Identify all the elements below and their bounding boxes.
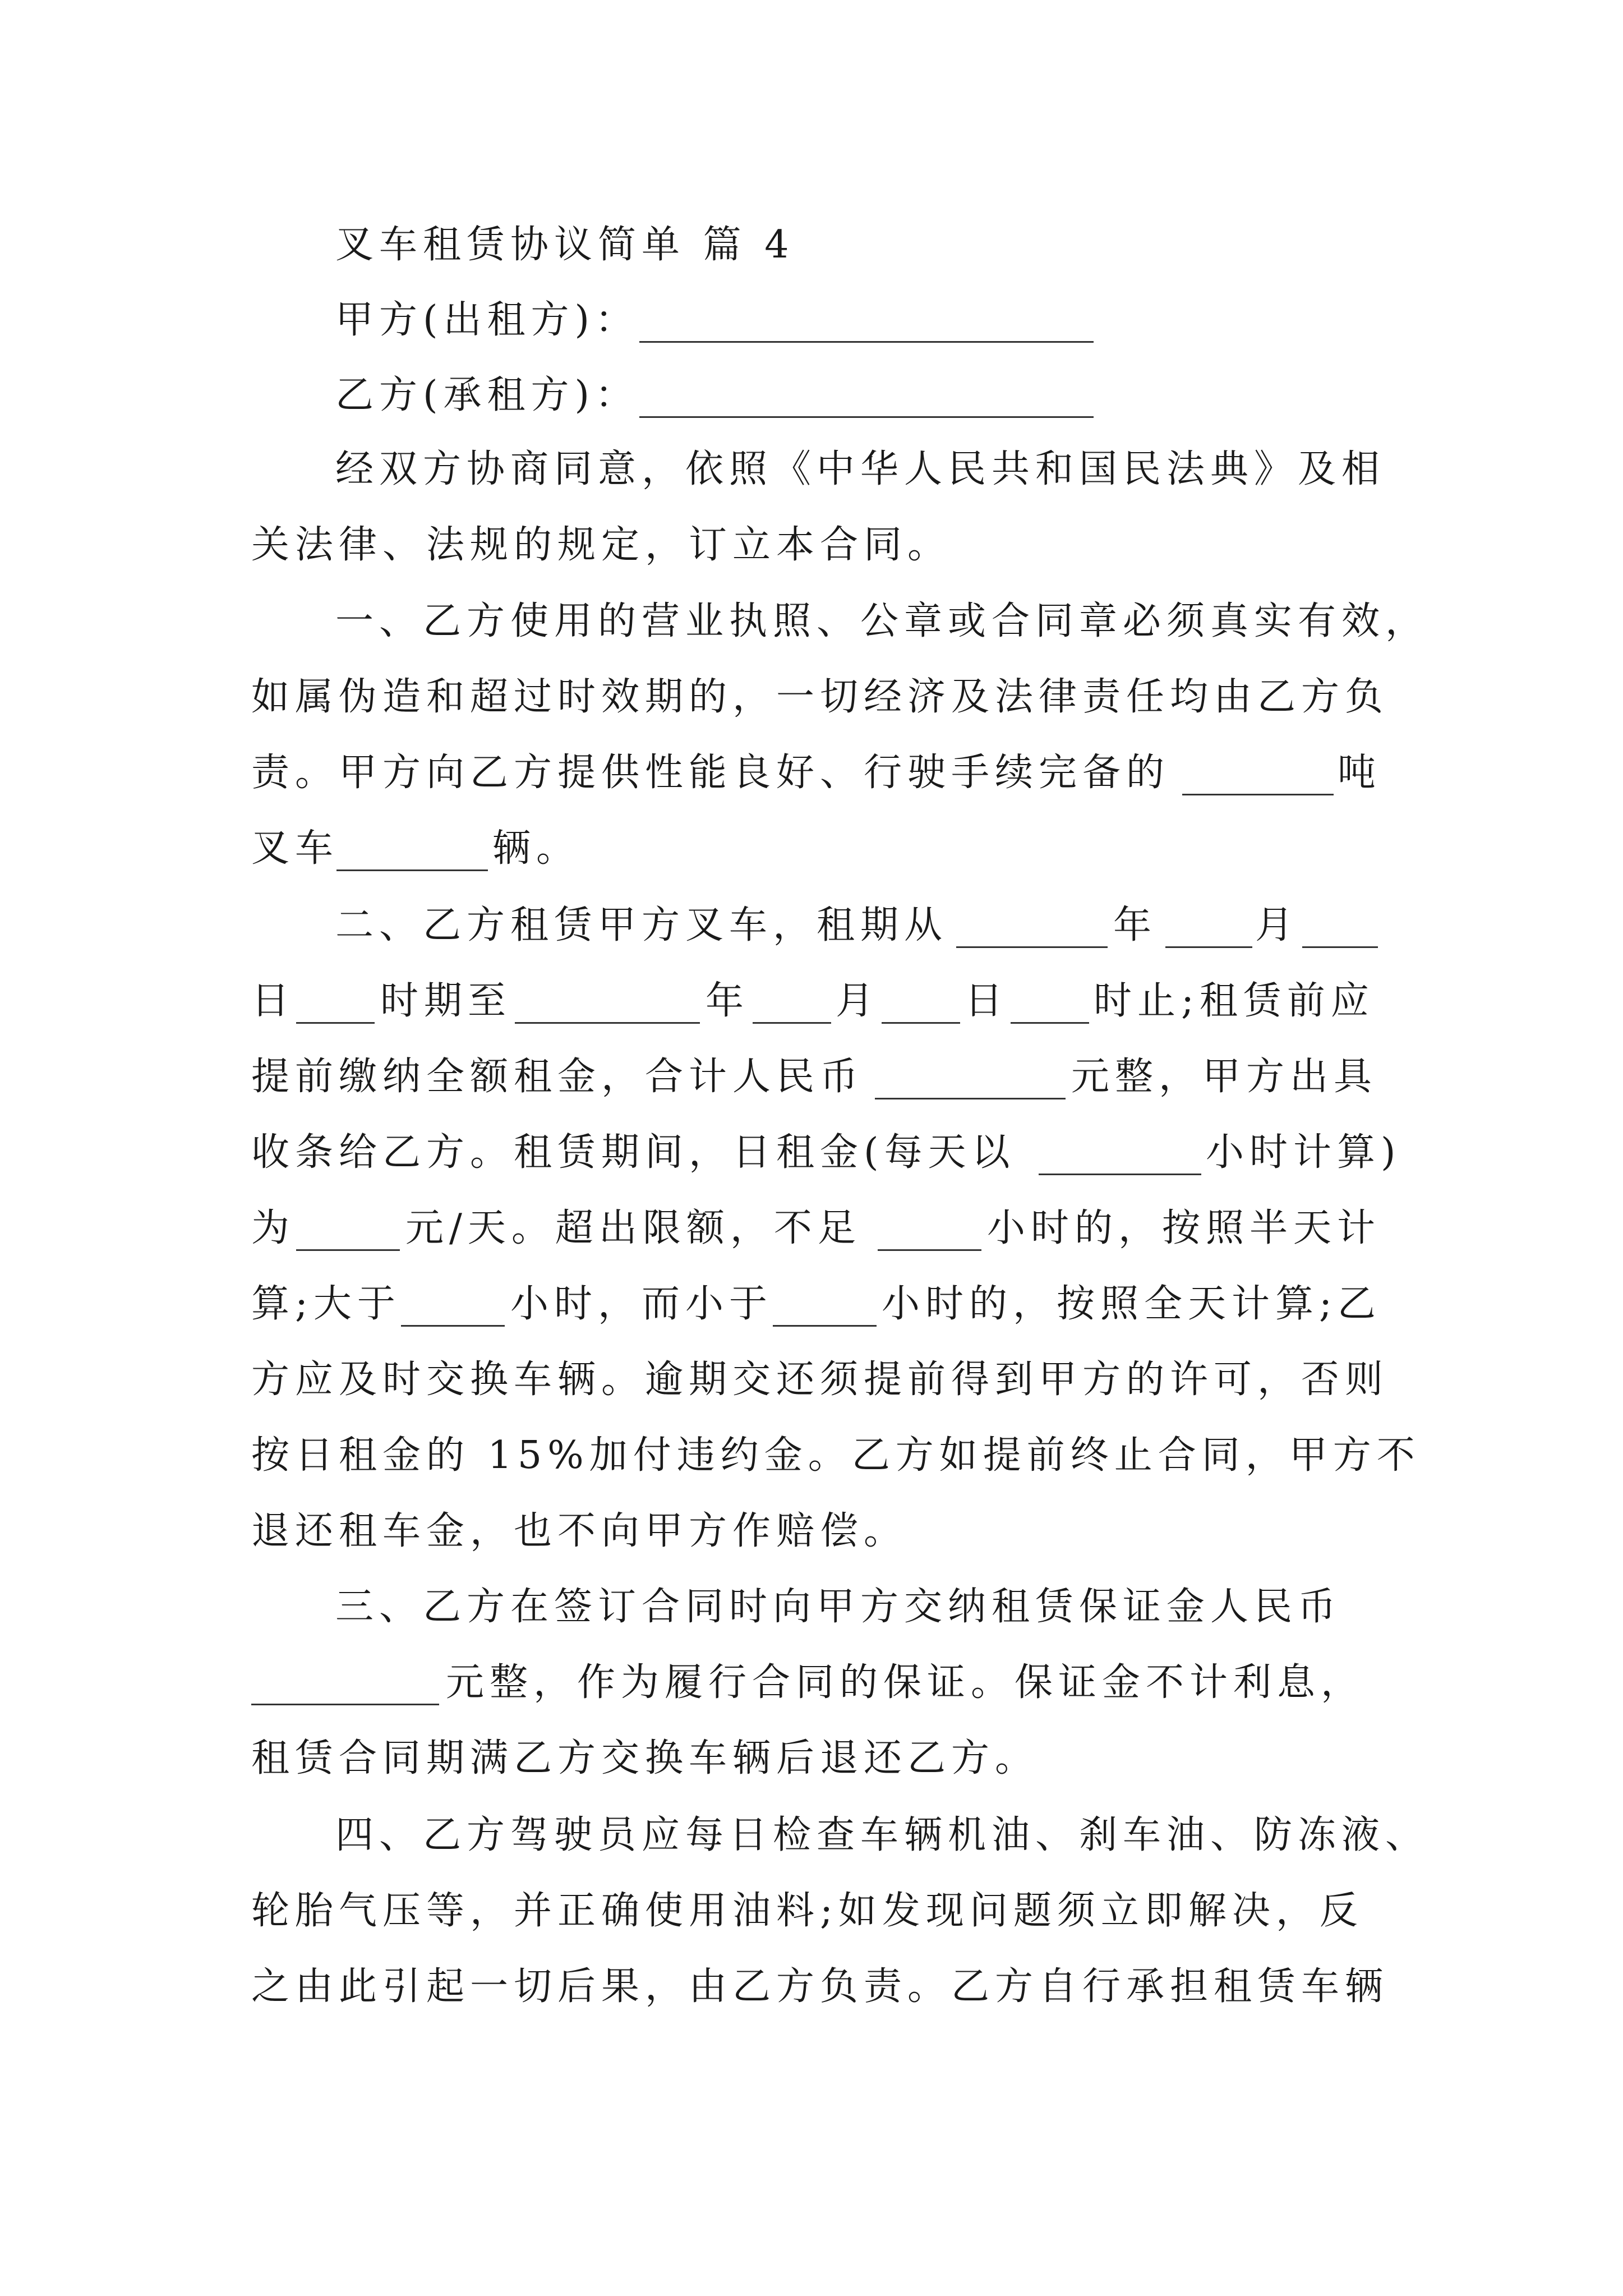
party-a-label: 甲方(出租方)： bbox=[335, 298, 639, 342]
clause3-line-3 bbox=[0, 1728, 1623, 1818]
party-b-blank[interactable] bbox=[639, 365, 1094, 418]
paragraph-text: 辆。 bbox=[492, 826, 580, 871]
min-hours-blank[interactable] bbox=[401, 1273, 505, 1327]
total-rent-blank[interactable] bbox=[875, 1046, 1066, 1099]
daily-rent-blank[interactable] bbox=[296, 1198, 400, 1251]
document-title: 叉车租赁协议简单 篇 4 bbox=[335, 223, 795, 267]
paragraph-text: 小时的，按照全天计算;乙 bbox=[882, 1282, 1381, 1326]
paragraph-text: 叉车 bbox=[251, 826, 339, 871]
paragraph-text: 月 bbox=[836, 979, 880, 1023]
paragraph-text: 小时的，按照半天计 bbox=[987, 1206, 1381, 1250]
paragraph-text: 收条给乙方。租赁期间，日租金(每天以 bbox=[251, 1130, 1016, 1175]
paragraph-text: 经双方协商同意，依照《中华人民共和国民法典》及相 bbox=[335, 447, 1386, 491]
end-hour-blank[interactable] bbox=[1011, 970, 1089, 1024]
half-day-hours-blank[interactable] bbox=[878, 1198, 981, 1251]
paragraph-text: 一、乙方使用的营业执照、公章或合同章必须真实有效， bbox=[335, 599, 1430, 643]
paragraph-text: 如属伪造和超过时效期的，一切经济及法律责任均由乙方负 bbox=[251, 675, 1389, 719]
paragraph-text: 日 bbox=[965, 979, 1009, 1023]
paragraph-text: 提前缴纳全额租金，合计人民币 bbox=[251, 1055, 864, 1099]
paragraph-text: 元整，作为履行合同的保证。保证金不计利息， bbox=[446, 1660, 1365, 1705]
paragraph-text: 算;大于 bbox=[251, 1282, 401, 1326]
paragraph-text: 时止;租赁前应 bbox=[1094, 979, 1375, 1023]
start-year-blank[interactable] bbox=[956, 895, 1108, 948]
start-day-blank[interactable] bbox=[1302, 895, 1378, 948]
party-a-blank[interactable] bbox=[639, 289, 1094, 343]
paragraph-text: 三、乙方在签订合同时向甲方交纳租赁保证金人民币 bbox=[335, 1585, 1342, 1629]
tonnage-blank[interactable] bbox=[1182, 742, 1334, 795]
paragraph-text: 月 bbox=[1255, 903, 1299, 947]
end-day-blank[interactable] bbox=[882, 970, 960, 1024]
paragraph-text: 按日租金的 15%加付违约金。乙方如提前终止合同，甲方不 bbox=[251, 1433, 1421, 1478]
paragraph-text: 日 bbox=[251, 979, 296, 1023]
paragraph-text: 吨 bbox=[1338, 751, 1382, 795]
paragraph-text: 小时计算) bbox=[1206, 1130, 1401, 1175]
paragraph-text: 小时，而小于 bbox=[510, 1282, 773, 1326]
paragraph-text: 四、乙方驾驶员应每日检查车辆机油、刹车油、防冻液、 bbox=[335, 1813, 1430, 1857]
paragraph-text: 为 bbox=[251, 1206, 296, 1250]
paragraph-text: 二、乙方租赁甲方叉车，租期从 bbox=[335, 903, 948, 947]
clause4-line-3 bbox=[0, 1956, 1623, 2046]
paragraph-text: 轮胎气压等，并正确使用油料;如发现问题须立即解决，反 bbox=[251, 1889, 1363, 1933]
paragraph-text: 退还租车金，也不向甲方作赔偿。 bbox=[251, 1509, 908, 1553]
paragraph-text: 责。甲方向乙方提供性能良好、行驶手续完备的 bbox=[251, 751, 1170, 795]
end-month-blank[interactable] bbox=[753, 970, 831, 1024]
paragraph-text: 方应及时交换车辆。逾期交还须提前得到甲方的许可，否则 bbox=[251, 1358, 1389, 1402]
start-hour-blank[interactable] bbox=[296, 970, 375, 1024]
paragraph-text: 年 bbox=[1113, 903, 1158, 947]
paragraph-text: 之由此引起一切后果，由乙方负责。乙方自行承担租赁车辆 bbox=[251, 1964, 1389, 2009]
max-hours-blank[interactable] bbox=[773, 1273, 877, 1327]
end-year-blank[interactable] bbox=[515, 970, 700, 1024]
paragraph-text: 元/天。超出限额，不足 bbox=[405, 1206, 861, 1250]
paragraph-text: 年 bbox=[706, 979, 750, 1023]
paragraph-text: 关法律、法规的规定，订立本合同。 bbox=[251, 523, 952, 567]
deposit-amount-blank[interactable] bbox=[251, 1652, 439, 1705]
clause1-line-4 bbox=[0, 818, 1623, 908]
party-b-label: 乙方(承租方)： bbox=[335, 373, 639, 417]
start-month-blank[interactable] bbox=[1165, 895, 1252, 948]
paragraph-text: 元整，甲方出具 bbox=[1071, 1055, 1378, 1099]
paragraph-text: 时期至 bbox=[380, 979, 512, 1023]
paragraph-text: 租赁合同期满乙方交换车辆后退还乙方。 bbox=[251, 1736, 1039, 1780]
daily-hours-blank[interactable] bbox=[1039, 1122, 1201, 1175]
vehicle-count-blank[interactable] bbox=[336, 818, 488, 871]
